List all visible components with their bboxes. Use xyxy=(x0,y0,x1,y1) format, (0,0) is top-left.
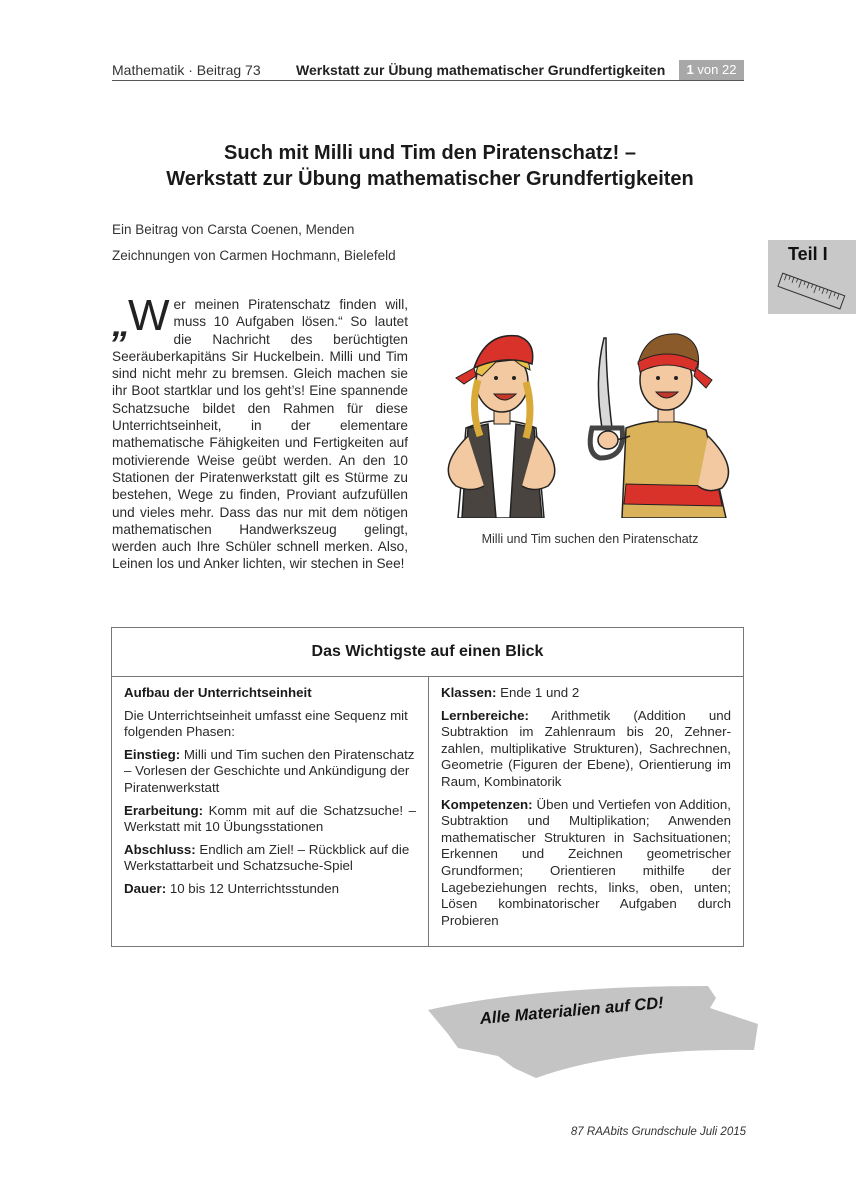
ruler-icon xyxy=(774,272,848,312)
running-header xyxy=(112,60,744,81)
structure-intro: Die Unterrichtseinheit umfasst eine Sequenz mit folgenden Phasen: xyxy=(124,707,408,740)
phase-item: Erarbeitung: Komm mit auf die Schatzsuche! – Werkstatt mit 10 Übungsstationen xyxy=(124,802,416,835)
illustrator-line: Zeichnungen von Carmen Hochmann, Bielefeld xyxy=(112,248,396,263)
overview-box-title: Das Wichtigste auf einen Blick xyxy=(112,628,743,677)
cd-banner-shape xyxy=(418,978,758,1078)
title-line-2: Werkstatt zur Übung mathematischer Grundfertigkeiten xyxy=(166,168,694,190)
milli-figure xyxy=(448,336,554,518)
grades-item: Klassen: Ende 1 und 2 xyxy=(441,685,580,700)
intro-paragraph xyxy=(112,291,408,573)
drop-cap: „W xyxy=(112,291,170,344)
overview-left-column xyxy=(112,677,429,946)
competencies-item: Kompetenzen: Üben und Vertiefen von Addition, Subtraktion und Multiplikation; Anwenden mathematischer Strukturen in Sachsituationen; Erkennen und Zeichnen geometrischer Grundformen; Orientieren mithilfe der Lagebeziehungen rechts, links, oben, unten; Lösen kombinatorischer Aufgaben durch Probieren xyxy=(441,796,731,928)
structure-heading: Aufbau der Unterrichtseinheit xyxy=(124,685,312,700)
section-tab xyxy=(768,240,856,314)
header-title: Werkstatt zur Übung mathematischer Grundfertigkeiten xyxy=(296,62,666,78)
page-title xyxy=(100,140,760,192)
overview-right-column xyxy=(429,677,743,946)
phase-item: Abschluss: Endlich am Ziel! – Rückblick auf die Werkstattarbeit und Schatzsuche-Spiel xyxy=(124,841,410,874)
phase-item: Einstieg: Milli und Tim suchen den Piratenschatz – Vorlesen der Geschichte und Ankündigung der Piratenwerkstatt xyxy=(124,746,415,795)
section-tab-label: Teil I xyxy=(788,244,828,264)
title-line-1: Such mit Milli und Tim den Piratenschatz! – xyxy=(224,142,636,164)
header-subject: Mathematik · Beitrag 73 xyxy=(112,62,261,78)
cd-banner-text: Alle Materialien auf CD! xyxy=(479,993,665,1028)
intro-text: er meinen Piratenschatz finden will, muss 10 Aufgaben lösen.“ So lautet die Nachricht des berüchtigten Seeräuberkapitäns Sir Huckelbein. Milli und Tim sind nicht mehr zu bremsen. Gleich machen sie ihr Boot startklar und los geht’s! Eine spannende Schatzsuche bildet den Rahmen für diese Unterrichtseinheit, in der elementare mathematische Fähigkeiten und Fertigkeiten auf motivierende Weise geübt werden. An den 10 Stationen der Piratenwerkstatt gilt es Stürme zu bestehen, Wege zu finden, Proviant aufzufüllen und vieles mehr. Dass das nur mit dem nötigen mathematischen Handwerkszeug gelingt, werden auch Ihre Schüler schnell merken. Also, Leinen los und Anker lichten, wir stechen in See! xyxy=(112,297,408,572)
page-footer: 87 RAAbits Grundschule Juli 2015 xyxy=(570,1126,746,1138)
learning-areas-item: Lernbereiche: Arithmetik (Addition und Subtraktion im Zahlenraum bis 20, Zehnerzahlen, multiplikative Strukturen), Sachrechnen, Geometrie (Figuren der Ebene), Orientierung im Raum, Kombinatorik xyxy=(441,707,731,789)
duration-item: Dauer: 10 bis 12 Unterrichtsstunden xyxy=(124,880,340,896)
overview-box xyxy=(111,627,744,947)
pirates-illustration xyxy=(426,318,756,518)
tim-figure xyxy=(590,334,728,518)
illustration-caption: Milli und Tim suchen den Piratenschatz xyxy=(481,532,699,546)
page-indicator xyxy=(679,60,744,80)
page-total: von 22 xyxy=(697,62,737,77)
author-line: Ein Beitrag von Carsta Coenen, Menden xyxy=(112,222,355,237)
page-current: 1 xyxy=(686,62,694,77)
